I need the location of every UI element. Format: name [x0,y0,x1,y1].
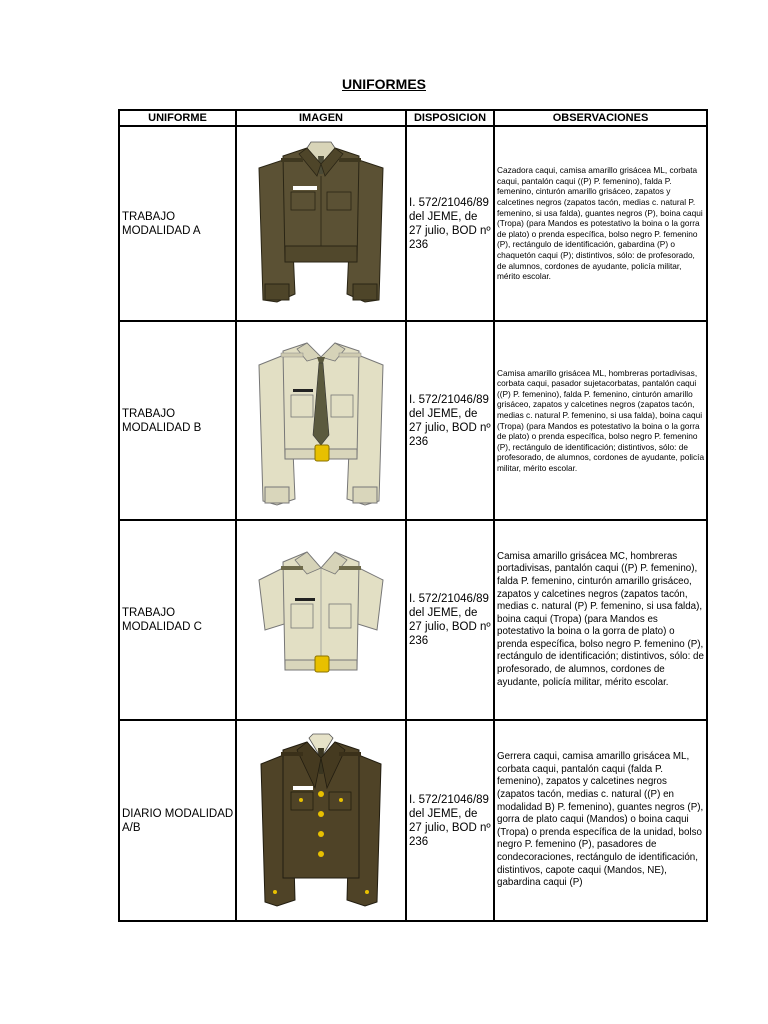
uniform-image-cell [236,720,406,921]
document-title: UNIFORMES [342,76,426,92]
uniforms-table [118,109,708,922]
uniform-image-cell [236,321,406,520]
disposicion-cell: I. 572/21046/89 del JEME, de 27 julio, BOD nº 236 [406,321,494,520]
uniform-name-cell: TRABAJO MODALIDAD B [119,321,236,520]
disposicion-cell: I. 572/21046/89 del JEME, de 27 julio, BOD nº 236 [406,720,494,921]
observaciones-cell: Cazadora caqui, camisa amarillo grisácea ML, corbata caqui, pantalón caqui ((P) P. femenino), falda P. femenino, cinturón amarillo grisáceo, zapatos y calcetines negros (zapatos tacón, medias c. natural P. femenino, si usa falda), guantes negros (P), boina caqui (Tropa) (para Mandos es potestativo la boina o la gorra de plato) o prenda específica, bolso negro P. femenino (P), rectángulo de identificación, gabardina (P) o chaquetón caqui (P); distintivos, sólo: de profesorado, de alumnos, cordones de ayudante, policía militar, mérito escolar. [494,126,707,321]
dress-jacket-icon [237,728,405,914]
column-header-observaciones: OBSERVACIONES [494,110,707,126]
table-header-row [119,110,707,126]
short-sleeve-shirt-icon [237,540,405,700]
table-row [119,720,707,921]
column-header-disposicion: DISPOSICION [406,110,494,126]
table-row [119,126,707,321]
disposicion-cell: I. 572/21046/89 del JEME, de 27 julio, BOD nº 236 [406,126,494,321]
uniform-name-cell: TRABAJO MODALIDAD A [119,126,236,321]
observaciones-cell: Gerrera caqui, camisa amarillo grisácea ML, corbata caqui, pantalón caqui (falda P. femenino), zapatos y calcetines negros (zapatos tacón, medias c. natural ((P) en modalidad B) P. femenino), guantes negros (P), gorra de plato caqui (Mandos) o boina caqui (Tropa) o prenda específica de la unidad, bolso negro P. femenino (P), pasadores de condecoraciones, rectángulo de identificación, distintivos, capote caqui (Mandos, NE), gabardina caqui (P) [494,720,707,921]
uniform-image-cell [236,520,406,720]
disposicion-cell: I. 572/21046/89 del JEME, de 27 julio, BOD nº 236 [406,520,494,720]
uniform-name-cell: TRABAJO MODALIDAD C [119,520,236,720]
table-row [119,321,707,520]
uniform-name-cell: DIARIO MODALIDAD A/B [119,720,236,921]
uniform-image-cell [236,126,406,321]
table-row [119,520,707,720]
column-header-uniforme: UNIFORME [119,110,236,126]
long-sleeve-shirt-with-tie-icon [237,331,405,511]
olive-work-jacket-icon [237,134,405,314]
observaciones-cell: Camisa amarillo grisácea ML, hombreras portadivisas, corbata caqui, pasador sujetacorbatas, pantalón caqui ((P) P. femenino), falda P. femenino, cinturón amarillo grisáceo, zapatos y calcetines negros (zapatos tacón, medias c. natural P. femenino, si usa falda), boina caqui (Tropa) (para Mandos es potestativo la boina o la gorra de plato) o prenda específica, bolso negro P. femenino (P), rectángulo de identificación; distintivos, sólo: de profesorado, de alumnos, cordones de ayudante, policía militar, mérito escolar. [494,321,707,520]
column-header-imagen: IMAGEN [236,110,406,126]
observaciones-cell: Camisa amarillo grisácea MC, hombreras portadivisas, pantalón caqui ((P) P. femenino), falda P. femenino, cinturón amarillo grisáceo, zapatos y calcetines negros (zapatos tacón, medias c. natural (P) P. femenino, si usa falda), boina caqui (Tropa) (para Mandos es potestativo la boina o la gorra de plato) o prenda específica, bolso negro P. femenino (P), rectángulo de identificación; distintivos, sólo: de profesorado, de alumnos, cordones de ayudante, policía militar, mérito escolar. [494,520,707,720]
